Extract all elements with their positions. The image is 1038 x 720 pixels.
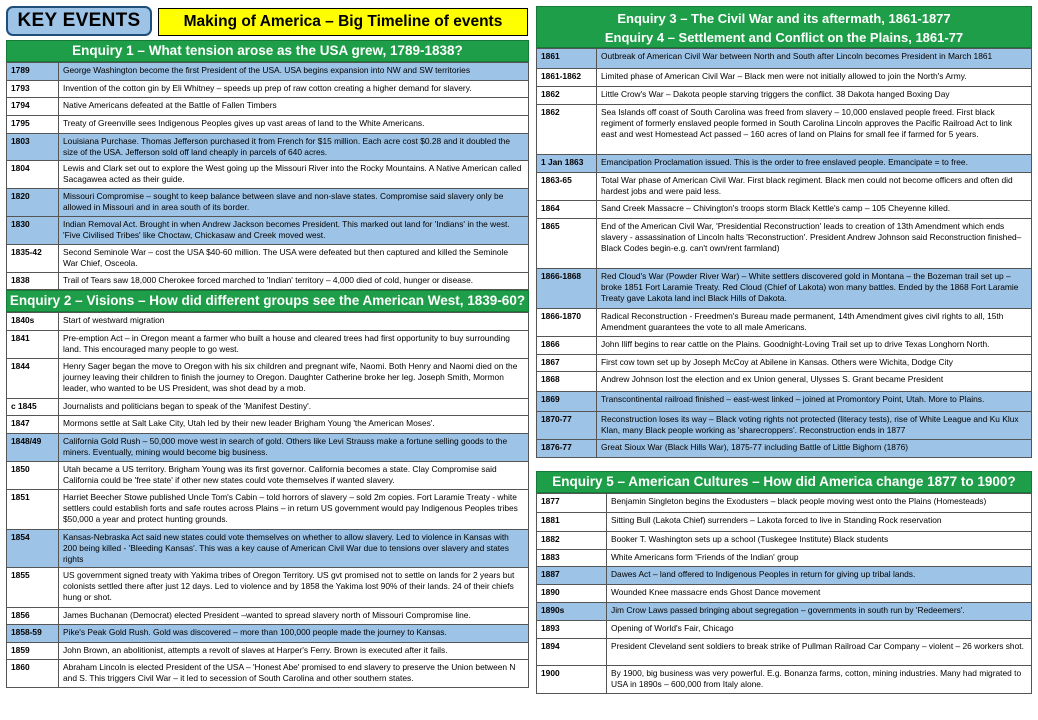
event-date: 1854 [7,530,59,568]
event-description: Second Seminole War – cost the USA $40-60 million. The USA were defeated but then captured and killed the Seminole War Chief, Osceola. [59,245,529,273]
event-date: 1890 [537,585,607,603]
event-description: Journalists and politicians began to speak of the 'Manifest Destiny'. [59,399,529,416]
timeline-row [7,313,529,331]
event-description: California Gold Rush – 50,000 move west in search of gold. Others like Levi Strauss make a fortune selling goods to the miners. Eventually, mining would become big business. [59,434,529,462]
event-description: Emancipation Proclamation issued. This is the order to free enslaved people. Emancipate = to free. [597,155,1032,173]
timeline-row [7,98,529,116]
event-date: 1 Jan 1863 [537,155,597,173]
enquiry5-table [536,493,1032,694]
event-date: 1850 [7,462,59,490]
timeline-row [537,155,1032,173]
event-description: Opening of World's Fair, Chicago [607,621,1032,639]
timeline-row [537,585,1032,603]
timeline-row [7,462,529,490]
timeline-row [537,603,1032,621]
event-date: 1893 [537,621,607,639]
timeline-row [537,440,1032,458]
timeline-row [537,494,1032,513]
event-date: 1862 [537,87,597,105]
timeline-row [537,69,1032,87]
event-date: 1803 [7,134,59,161]
enquiry34-table [536,48,1032,458]
event-date: 1795 [7,116,59,134]
event-description: Utah became a US territory. Brigham Young was its first governor. California becomes a state. Clay Compromise said California could be 'free state' if other new states could vote themselves if wanted slavery. [59,462,529,490]
event-description: Sitting Bull (Lakota Chief) surrenders – Lakota forced to live in Standing Rock reservation [607,513,1032,532]
timeline-row [7,625,529,643]
event-date: 1847 [7,416,59,434]
event-description: Dawes Act – land offered to Indigenous Peoples in return for giving up tribal lands. [607,567,1032,585]
event-description: James Buchanan (Democrat) elected President –wanted to spread slavery north of Missouri Compromise line. [59,608,529,625]
event-date: 1859 [7,643,59,660]
event-description: Pike's Peak Gold Rush. Gold was discovered – more than 100,000 people made the journey to Kansas. [59,625,529,643]
event-date: 1881 [537,513,607,532]
timeline-row [537,550,1032,567]
event-description: Booker T. Washington sets up a school (Tuskegee Institute) Black students [607,532,1032,550]
event-date: 1860 [7,660,59,688]
timeline-row [537,355,1032,372]
timeline-row [537,567,1032,585]
event-description: Red Cloud's War (Powder River War) – White settlers discovered gold in Montana – the Bozeman trail set up – broke 1851 Fort Laramie Treaty. Red Cloud (Chief of Lakota) won many battles. Ended by the 1868 Fort Laramie Treaty gave Lakota land incl Black Hills of Dakota. [597,269,1032,309]
event-date: 1820 [7,189,59,217]
event-description: White Americans form 'Friends of the Indian' group [607,550,1032,567]
event-date: c 1845 [7,399,59,416]
event-date: 1844 [7,359,59,399]
event-description: Louisiana Purchase. Thomas Jefferson purchased it from French for $15 million. Each acre cost $0.28 and it doubled the size of the USA. Jefferson sold off land cheaply in parcels of 640 acres. [59,134,529,161]
event-date: 1841 [7,331,59,359]
event-date: 1890s [537,603,607,621]
event-date: 1840s [7,313,59,331]
event-date: 1804 [7,161,59,189]
event-date: 1894 [537,639,607,666]
event-date: 1864 [537,201,597,219]
event-date: 1876-77 [537,440,597,458]
event-description: End of the American Civil War, 'Presidential Reconstruction' leads to creation of 13th Amendment which ends slavery - assassination of Lincoln halts 'Reconstruction'. President Andrew Johnson said Reconstruction finished–Black Codes begin-e.g. can't own/rent farmland) [597,219,1032,269]
timeline-row [537,513,1032,532]
event-date: 1838 [7,273,59,290]
timeline-row [7,490,529,530]
timeline-row [7,245,529,273]
event-date: 1877 [537,494,607,513]
timeline-row [537,173,1032,201]
enquiry34-heading [536,6,1032,48]
timeline-row [7,273,529,290]
event-description: US government signed treaty with Yakima tribes of Oregon Territory. US gvt promised not to settle on lands for 2 years but colonists settled there after just 12 days. Led to violence and by 1858 the Yakima lost 90% of their lands. 24 of their chiefs hung or shot. [59,568,529,608]
timeline-row [7,134,529,161]
event-date: 1900 [537,666,607,694]
event-date: 1861 [537,49,597,69]
enquiry1-heading: Enquiry 1 – What tension arose as the USA grew, 1789-1838? [6,40,529,62]
key-events-badge: KEY EVENTS [6,6,152,36]
event-description: Henry Sager began the move to Oregon with his six children and pregnant wife, Naomi. Both Henry and Naomi died on the journey leaving their children to finish the journey to Oregon. Daughter Catherine broke her leg. Joseph Smith, Mormon leader, who wanted to be US President, was shot dead by a mob. [59,359,529,399]
event-date: 1867 [537,355,597,372]
event-description: Transcontinental railroad finished – east-west linked – joined at Promontory Point, Utah. More to Plains. [597,392,1032,412]
timeline-row [7,608,529,625]
event-date: 1883 [537,550,607,567]
event-description: Start of westward migration [59,313,529,331]
timeline-row [7,217,529,245]
left-column [6,40,529,688]
timeline-row [7,643,529,660]
timeline-row [537,412,1032,440]
event-description: By 1900, big business was very powerful. E.g. Bonanza farms, cotton, mining industries. Many had migrated to USA in 1890s – 600,000 from Italy alone. [607,666,1032,694]
timeline-row [537,49,1032,69]
event-date: 1855 [7,568,59,608]
timeline-row [7,399,529,416]
page-title: Making of America – Big Timeline of events [158,8,528,36]
timeline-row [7,416,529,434]
event-description: Harriet Beecher Stowe published Uncle Tom's Cabin – told horrors of slavery – sold 2m copies. Fort Laramie Treaty - white settlers could establish forts and safe routes across Plains – in return US government would pay Indigenous Peoples tribes $50,000 a year and protect hunting grounds. [59,490,529,530]
event-date: 1870-77 [537,412,597,440]
timeline-row [537,105,1032,155]
event-date: 1866 [537,337,597,355]
event-description: Missouri Compromise – sought to keep balance between slave and non-slave states. Compromise said slavery only be allowed in Missouri and in area south of its border. [59,189,529,217]
event-description: Mormons settle at Salt Lake City, Utah led by their new leader Brigham Young 'the American Moses'. [59,416,529,434]
timeline-row [537,219,1032,269]
timeline-row [537,269,1032,309]
event-date: 1869 [537,392,597,412]
event-date: 1848/49 [7,434,59,462]
event-description: Radical Reconstruction - Freedmen's Bureau made permanent, 14th Amendment gives civil rights to all, 15th Amendment guarantees the vote to all male Americans. [597,309,1032,337]
event-description: Treaty of Greenville sees Indigenous Peoples gives up vast areas of land to the White Americans. [59,116,529,134]
event-description: Lewis and Clark set out to explore the West going up the Missouri River into the Rocky Mountains. A Native American called Sacagawea acted as their guide. [59,161,529,189]
event-date: 1793 [7,81,59,98]
timeline-row [7,161,529,189]
enquiry2-heading: Enquiry 2 – Visions – How did different groups see the American West, 1839-60? [6,290,529,312]
event-date: 1858-59 [7,625,59,643]
timeline-row [7,116,529,134]
event-description: John Iliff begins to rear cattle on the Plains. Goodnight-Loving Trail set up to drive Texas Longhorn North. [597,337,1032,355]
timeline-row [537,87,1032,105]
event-description: Invention of the cotton gin by Eli Whitney – speeds up prep of raw cotton creating a higher demand for slavery. [59,81,529,98]
event-description: Native Americans defeated at the Battle of Fallen Timbers [59,98,529,116]
event-description: Abraham Lincoln is elected President of the USA – 'Honest Abe' promised to end slavery to preserve the Union between N and S. This triggers Civil War – it led to secession of South Carolina and other southern states. [59,660,529,688]
timeline-row [537,621,1032,639]
event-date: 1882 [537,532,607,550]
event-date: 1861-1862 [537,69,597,87]
event-date: 1856 [7,608,59,625]
event-description: Kansas-Nebraska Act said new states could vote themselves on whether to allow slavery. Led to violence in Kansas with 200 being killed - 'Bleeding Kansas'. This was a key cause of American Civil War due to tensions over slavery and states rights [59,530,529,568]
timeline-row [537,337,1032,355]
event-description: Trail of Tears saw 18,000 Cherokee forced marched to 'Indian' territory – 4,000 died of cold, hunger or disease. [59,273,529,290]
event-description: Indian Removal Act. Brought in when Andrew Jackson becomes President. This marked out land for 'Indians' in the west. 'Five Civilised Tribes' like Choctaw, Chickasaw and Creek moved west. [59,217,529,245]
timeline-row [7,530,529,568]
timeline-row [7,434,529,462]
timeline-row [7,63,529,81]
event-description: President Cleveland sent soldiers to break strike of Pullman Railroad Car Company – violent – 26 workers shot. [607,639,1032,666]
event-date: 1862 [537,105,597,155]
event-description: Sea Islands off coast of South Carolina was freed from slavery – 10,000 enslaved people freed. First black regiment of formerly enslaved people formed in South Carolina Lincoln approves the Pacific Railroad Act to link east and west Homestead Act passed – 160 acres of land on Plains for small fee if farmed for 5 years. [597,105,1032,155]
event-description: Benjamin Singleton begins the Exodusters – black people moving west onto the Plains (Homesteads) [607,494,1032,513]
enquiry1-table [6,62,529,290]
event-date: 1794 [7,98,59,116]
event-date: 1851 [7,490,59,530]
event-date: 1830 [7,217,59,245]
enquiry4-title: Enquiry 4 – Settlement and Conflict on the Plains, 1861-77 [604,30,964,45]
timeline-row [537,372,1032,392]
enquiry5-heading: Enquiry 5 – American Cultures – How did America change 1877 to 1900? [536,471,1032,493]
event-description: Great Sioux War (Black Hills War), 1875-77 including Battle of Little Bighorn (1876) [597,440,1032,458]
timeline-row [7,568,529,608]
event-date: 1863-65 [537,173,597,201]
event-description: First cow town set up by Joseph McCoy at Abilene in Kansas. Others were Wichita, Dodge City [597,355,1032,372]
timeline-row [537,639,1032,666]
event-description: Limited phase of American Civil War – Black men were not initially allowed to join the North's Army. [597,69,1032,87]
event-description: Total War phase of American Civil War. First black regiment. Black men could not become officers and often did hardest jobs and were paid less. [597,173,1032,201]
event-date: 1868 [537,372,597,392]
timeline-row [537,309,1032,337]
event-description: Sand Creek Massacre – Chivington's troops storm Black Kettle's camp – 105 Cheyenne killed. [597,201,1032,219]
event-date: 1865 [537,219,597,269]
event-description: Andrew Johnson lost the election and ex Union general, Ulysses S. Grant became President [597,372,1032,392]
event-description: Outbreak of American Civil War between North and South after Lincoln becomes President in March 1861 [597,49,1032,69]
timeline-row [7,189,529,217]
event-description: Little Crow's War – Dakota people starving triggers the conflict. 38 Dakota hanged Boxing Day [597,87,1032,105]
event-description: George Washington become the first President of the USA. USA begins expansion into NW and SW territories [59,63,529,81]
timeline-row [7,81,529,98]
event-date: 1835-42 [7,245,59,273]
timeline-row [537,201,1032,219]
timeline-row [7,660,529,688]
enquiry3-title: Enquiry 3 – The Civil War and its aftermath, 1861-1877 [617,11,951,26]
event-date: 1866-1868 [537,269,597,309]
right-column [536,6,1032,458]
event-date: 1866-1870 [537,309,597,337]
enquiry5-section [536,471,1032,694]
timeline-row [537,392,1032,412]
timeline-row [537,532,1032,550]
event-description: John Brown, an abolitionist, attempts a revolt of slaves at Harper's Ferry. Brown is executed after it fails. [59,643,529,660]
timeline-row [7,359,529,399]
event-date: 1887 [537,567,607,585]
event-description: Jim Crow Laws passed bringing about segregation – governments in south run by 'Redeemers'. [607,603,1032,621]
event-description: Pre-emption Act – in Oregon meant a farmer who built a house and cleared trees had first opportunity to buy surrounding land. This encouraged many people to go west. [59,331,529,359]
enquiry2-table [6,312,529,688]
timeline-row [537,666,1032,694]
timeline-row [7,331,529,359]
event-date: 1789 [7,63,59,81]
event-description: Reconstruction loses its way – Black voting rights not protected (literacy tests), rise of White League and Ku Klux Klan, many Black people working as 'sharecroppers'. Reconstruction ends in 1877 [597,412,1032,440]
event-description: Wounded Knee massacre ends Ghost Dance movement [607,585,1032,603]
